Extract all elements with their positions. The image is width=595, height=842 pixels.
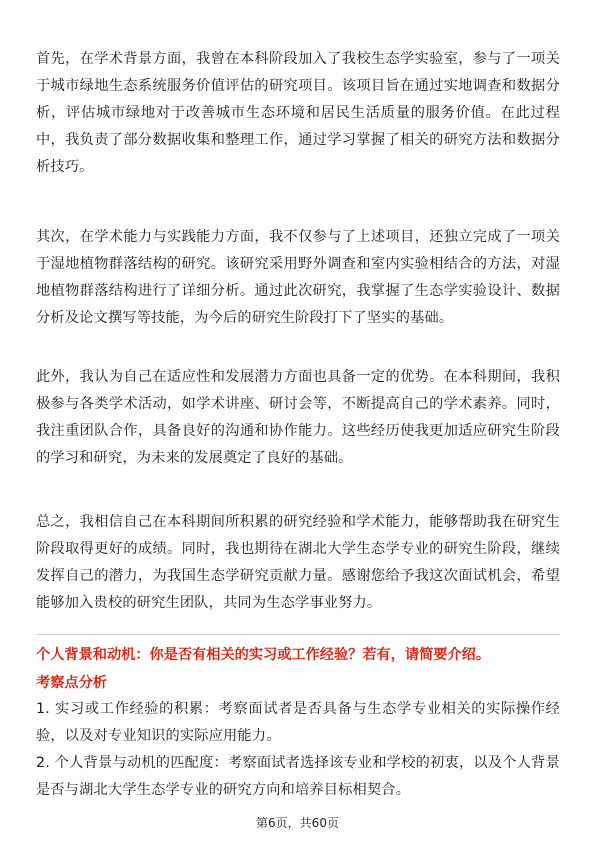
paragraph-academic-background: 首先，在学术背景方面，我曾在本科阶段加入了我校生态学实验室，参与了一项关于城市绿地生态系统服务价值评估的研究项目。该项目旨在通过实地调查和数据分析，评估城市绿地对于改善城市生态环境和居民生活质量的服务价值。在此过程中，我负责了部分数据收集和整理工作，通过学习掌握了相关的研究方法和数据分析技巧。: [36, 51, 560, 175]
paragraph-adaptability: 此外，我认为自己在适应性和发展潜力方面也具备一定的优势。在本科期间，我积极参与各类学术活动，如学术讲座、研讨会等，不断提高自己的学术素养。同时，我注重团队合作，具备良好的沟通和协作能力。这些经历使我更加适应研究生阶段的学习和研究，为未来的发展奠定了良好的基础。: [36, 369, 560, 466]
paragraph-conclusion: 总之，我相信自己在本科期间所积累的研究经验和学术能力，能够帮助我在研究生阶段取得更好的成绩。同时，我也期待在湖北大学生态学专业的研究生阶段，继续发挥自己的潜力，为我国生态学研究贡献力量。感谢您给予我这次面试机会，希望能够加入贵校的研究生团队，共同为生态学事业努力。: [36, 514, 560, 611]
paragraph-academic-ability: 其次，在学术能力与实践能力方面，我不仅参与了上述项目，还独立完成了一项关于湿地植物群落结构的研究。该研究采用野外调查和室内实验相结合的方法，对湿地植物群落结构进行了详细分析。通过此次研究，我掌握了生态学实验设计、数据分析及论文撰写等技能，为今后的研究生阶段打下了坚实的基础。: [36, 229, 560, 326]
list-item: 2. 个人背景与动机的匹配度：考察面试者选择该专业和学校的初衷，以及个人背景是否与湖北大学生态学专业的研究方向和培养目标相契合。: [36, 755, 560, 798]
page-number: 第6页，共60页: [256, 816, 339, 830]
section-divider: [36, 634, 560, 635]
interview-question: 个人背景和动机：你是否有相关的实习或工作经验？若有，请简要介绍。: [36, 647, 491, 663]
analysis-list: [36, 696, 560, 804]
list-item: 1. 实习或工作经验的积累：考察面试者是否具备与生态学专业相关的实际操作经验，以及对专业知识的实际应用能力。: [36, 701, 560, 744]
analysis-heading: 考察点分析: [36, 675, 107, 691]
